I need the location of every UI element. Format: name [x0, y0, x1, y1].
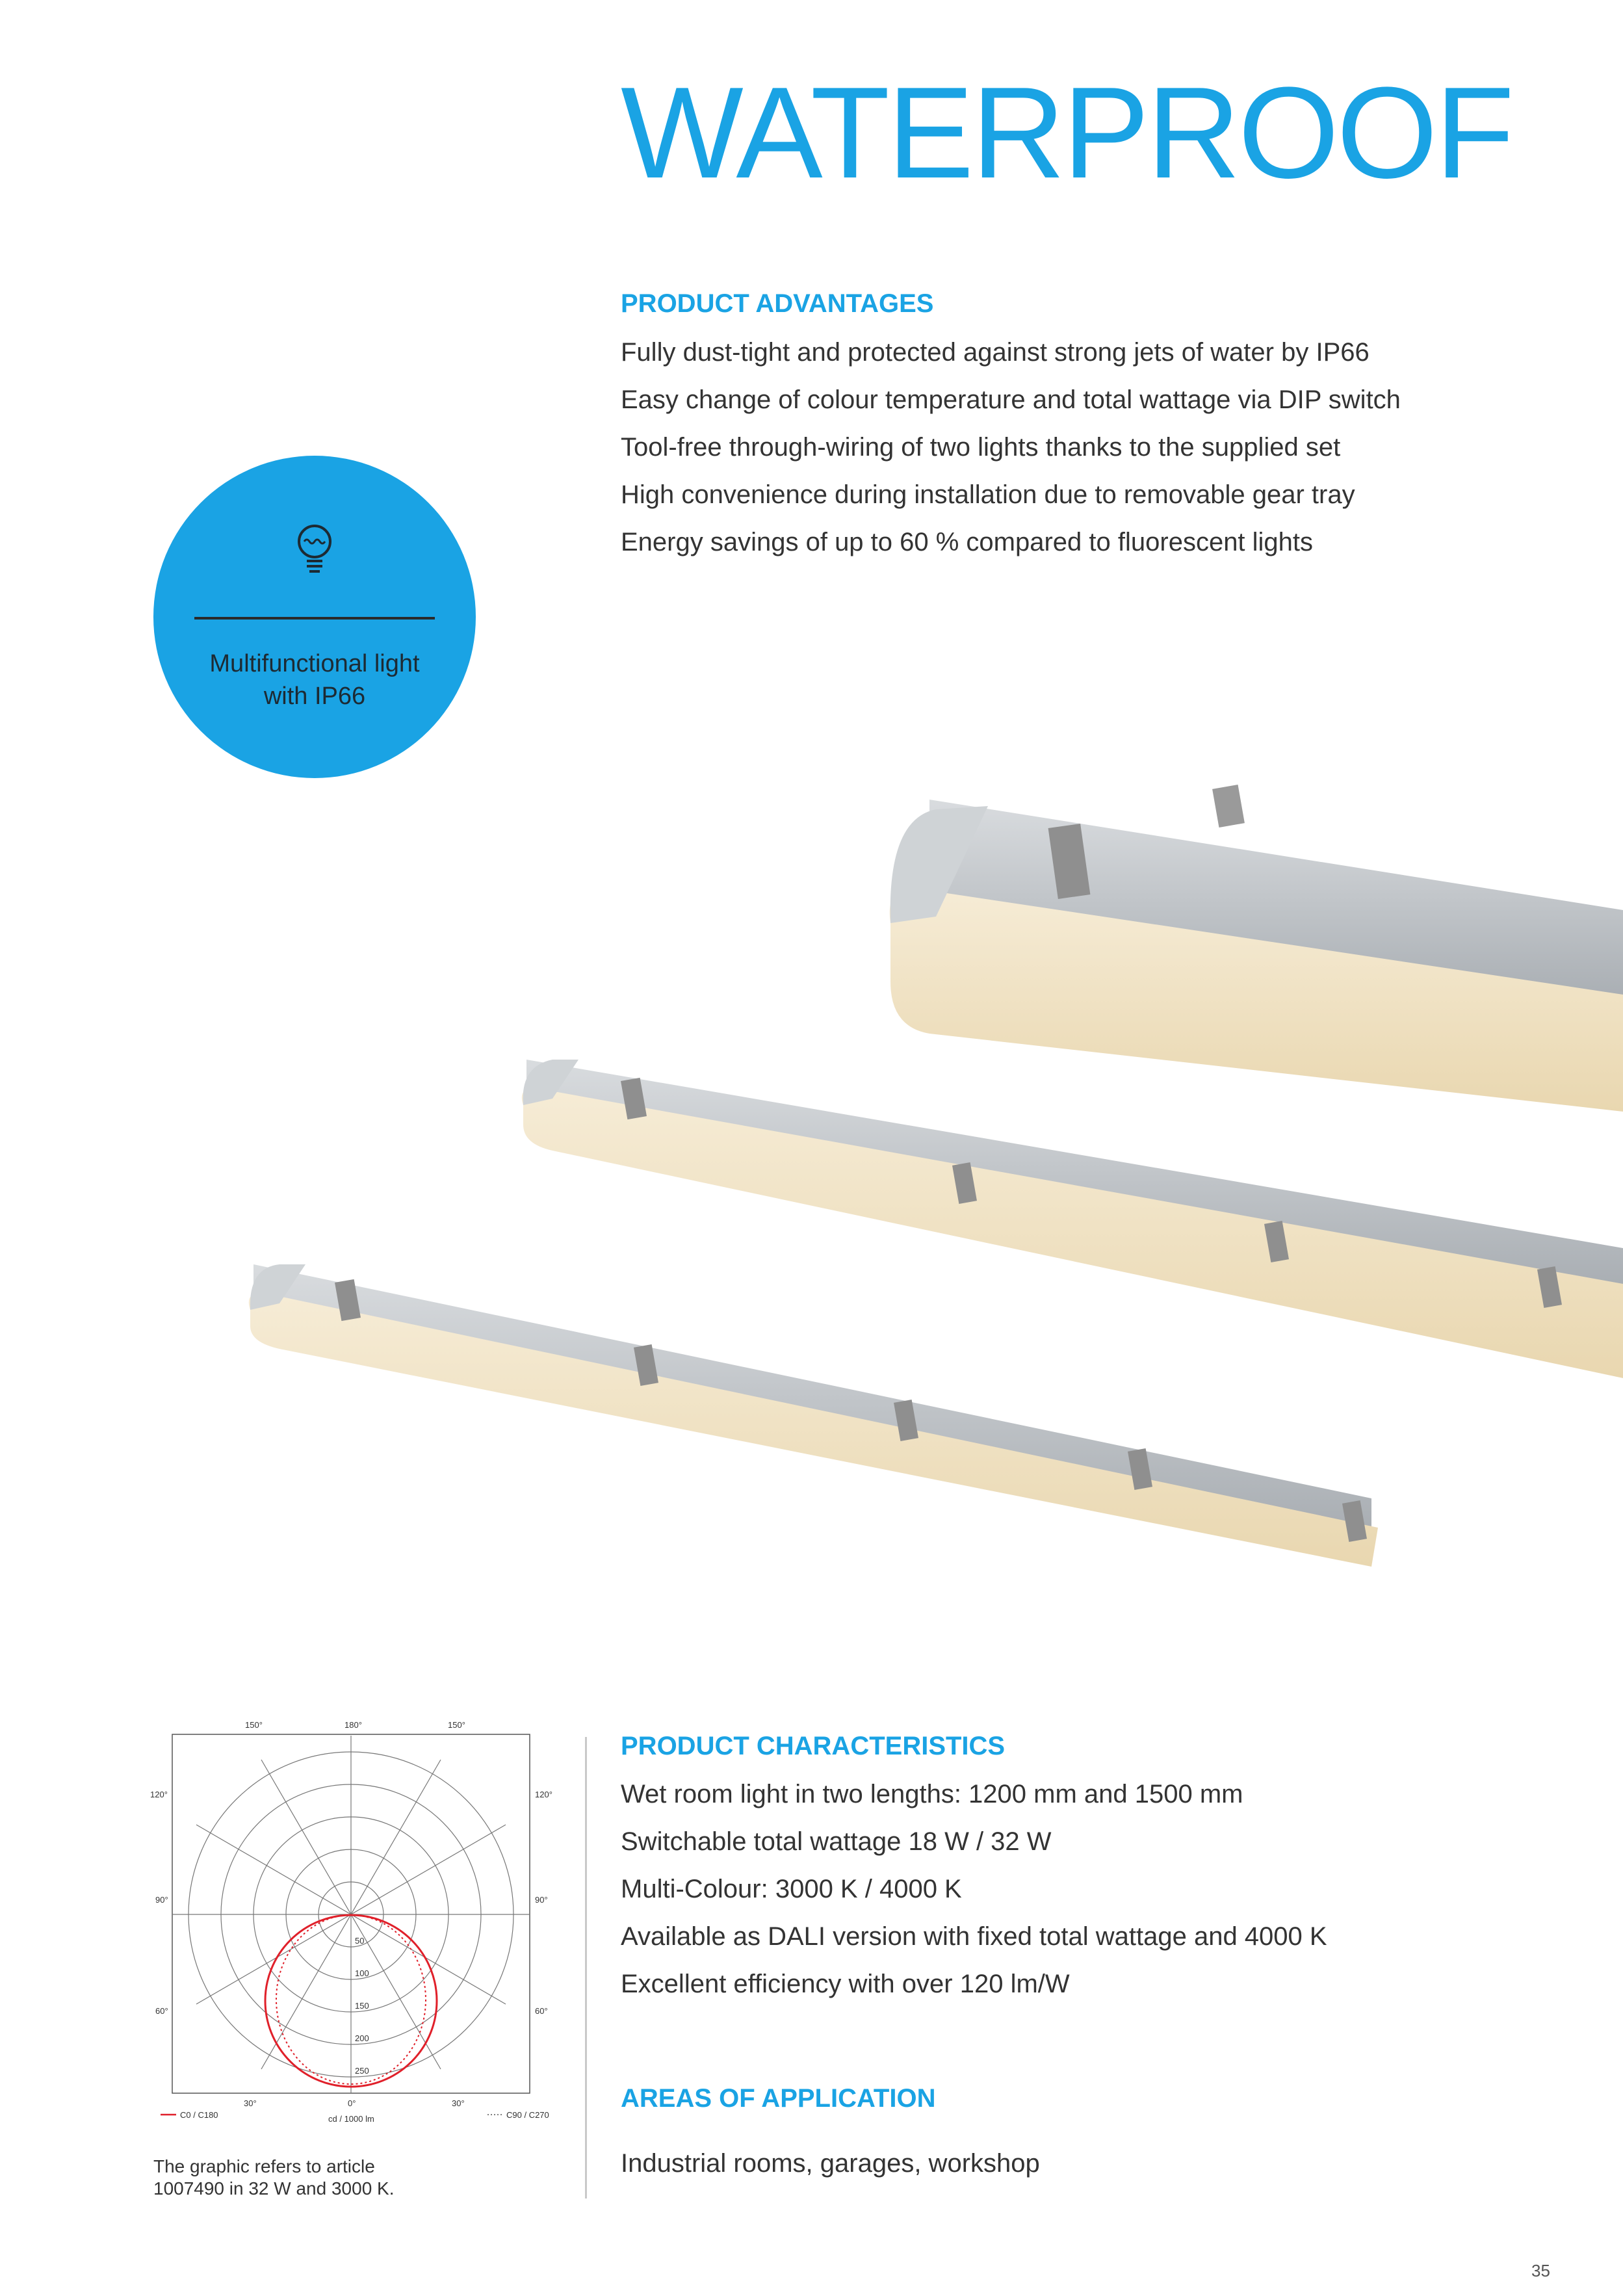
- angle-label: 120°: [150, 1790, 168, 1799]
- angle-label: 120°: [535, 1790, 552, 1799]
- feature-badge: [153, 456, 476, 778]
- angle-label: 150°: [448, 1720, 465, 1730]
- radial-value: 250: [355, 2066, 369, 2076]
- radial-value: 50: [355, 1936, 365, 1946]
- angle-label: 150°: [245, 1720, 263, 1730]
- diagram-caption: [153, 2156, 395, 2200]
- characteristic-item: Switchable total wattage 18 W / 32 W: [621, 1827, 1052, 1856]
- characteristic-item: Wet room light in two lengths: 1200 mm and 1500 mm: [621, 1780, 1243, 1808]
- characteristic-item: Excellent efficiency with over 120 lm/W: [621, 1970, 1070, 1998]
- badge-text: [153, 647, 476, 712]
- badge-line: Multifunctional light: [209, 650, 420, 677]
- legend-c90: C90 / C270: [506, 2110, 549, 2120]
- angle-label: 0°: [348, 2098, 356, 2108]
- application-heading: AREAS OF APPLICATION: [621, 2084, 936, 2113]
- angle-label: 90°: [535, 1895, 548, 1905]
- angle-label: 60°: [535, 2006, 548, 2016]
- advantage-item: Fully dust-tight and protected against strong jets of water by IP66: [621, 338, 1370, 367]
- caption-line: 1007490 in 32 W and 3000 K.: [153, 2178, 395, 2198]
- luminaire-medium: [522, 1060, 1623, 1378]
- angle-label: 60°: [155, 2006, 168, 2016]
- advantages-heading: PRODUCT ADVANTAGES: [621, 289, 934, 318]
- angle-label: 90°: [155, 1895, 168, 1905]
- angle-label: 180°: [344, 1720, 362, 1730]
- radial-value: 200: [355, 2033, 369, 2043]
- radial-value: 150: [355, 2001, 369, 2011]
- badge-line: with IP66: [263, 683, 366, 710]
- radial-value: 100: [355, 1968, 369, 1978]
- advantage-item: Energy savings of up to 60 % compared to fluorescent lights: [621, 528, 1314, 556]
- luminaire-large: [890, 785, 1623, 1112]
- advantage-item: Tool-free through-wiring of two lights thanks to the supplied set: [621, 433, 1341, 462]
- angle-label: 30°: [452, 2098, 465, 2108]
- product-image: [214, 761, 1623, 1599]
- advantage-item: Easy change of colour temperature and total wattage via DIP switch: [621, 385, 1401, 414]
- characteristic-item: Available as DALI version with fixed total wattage and 4000 K: [621, 1922, 1327, 1951]
- badge-divider: [194, 617, 435, 620]
- application-text: Industrial rooms, garages, workshop: [621, 2149, 1040, 2178]
- characteristics-heading: PRODUCT CHARACTERISTICS: [621, 1732, 1006, 1760]
- legend-c0: C0 / C180: [180, 2110, 218, 2120]
- advantage-item: High convenience during installation due to removable gear tray: [621, 480, 1355, 509]
- page-title: WATERPROOF: [621, 60, 1513, 205]
- unit-label: cd / 1000 lm: [328, 2114, 374, 2124]
- caption-line: The graphic refers to article: [153, 2156, 375, 2176]
- characteristic-item: Multi-Colour: 3000 K / 4000 K: [621, 1875, 962, 1903]
- page-number: 35: [1531, 2261, 1550, 2280]
- luminaire-small: [249, 1264, 1378, 1567]
- polar-distribution-diagram: [146, 1710, 562, 2139]
- column-divider: [585, 1737, 587, 2198]
- angle-label: 30°: [244, 2098, 257, 2108]
- light-bulb-icon: [295, 522, 334, 578]
